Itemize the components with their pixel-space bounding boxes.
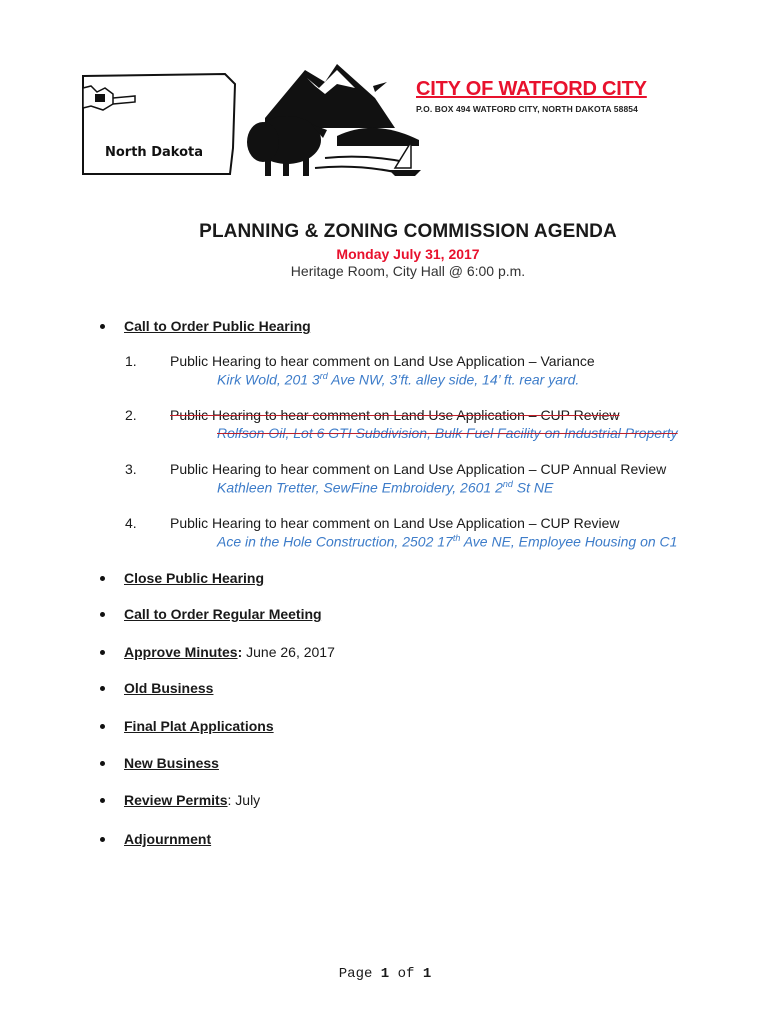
bullet-icon bbox=[100, 686, 105, 691]
section-value: : July bbox=[227, 792, 261, 808]
item-number: 3. bbox=[125, 461, 137, 477]
section-value: June 26, 2017 bbox=[242, 644, 335, 660]
item-number: 4. bbox=[125, 515, 137, 531]
item-text: Public Hearing to hear comment on Land Use Application – Variance bbox=[170, 353, 595, 369]
section-label: New Business bbox=[124, 755, 219, 771]
item-detail: Ace in the Hole Construction, 2502 17th Ave NE, Employee Housing on C1 bbox=[217, 533, 678, 550]
section-label: Review Permits bbox=[124, 792, 228, 808]
agenda-title: PLANNING & ZONING COMMISSION AGENDA bbox=[199, 221, 617, 242]
bullet-icon bbox=[100, 324, 105, 329]
bullet-icon bbox=[100, 798, 105, 803]
item-detail: Kirk Wold, 201 3rd Ave NW, 3’ft. alley side, 14’ ft. rear yard. bbox=[217, 371, 580, 388]
item-number: 1. bbox=[125, 353, 137, 369]
city-logo bbox=[75, 58, 435, 188]
meeting-date: Monday July 31, 2017 bbox=[336, 246, 480, 262]
section-label: Old Business bbox=[124, 680, 214, 696]
section-label: Final Plat Applications bbox=[124, 718, 274, 734]
bullet-icon bbox=[100, 761, 105, 766]
item-text: Public Hearing to hear comment on Land Use Application – CUP Annual Review bbox=[170, 461, 667, 477]
section-label: Close Public Hearing bbox=[124, 570, 265, 586]
item-text: Public Hearing to hear comment on Land Use Application – CUP Review bbox=[170, 407, 620, 423]
bullet-icon bbox=[100, 837, 105, 842]
bullet-icon bbox=[100, 724, 105, 729]
section-colon: : bbox=[237, 644, 243, 660]
city-name[interactable]: CITY OF WATFORD CITY bbox=[416, 78, 647, 100]
state-label: North Dakota bbox=[105, 145, 203, 160]
item-detail: Kathleen Tretter, SewFine Embroidery, 2601 2nd St NE bbox=[217, 479, 554, 496]
bullet-icon bbox=[100, 576, 105, 581]
page-footer: Page 1 of 1 bbox=[338, 966, 432, 982]
bullet-icon bbox=[100, 612, 105, 617]
meeting-location: Heritage Room, City Hall @ 6:00 p.m. bbox=[290, 263, 526, 279]
section-label: Adjournment bbox=[124, 831, 212, 847]
item-text: Public Hearing to hear comment on Land Use Application – CUP Review bbox=[170, 515, 620, 531]
item-detail: Rolfson Oil, Lot 6 GTI Subdivision, Bulk Fuel Facility on Industrial Property bbox=[217, 425, 678, 441]
section-label: Call to Order Public Hearing bbox=[124, 318, 311, 334]
bullet-icon bbox=[100, 650, 105, 655]
section-label: Call to Order Regular Meeting bbox=[124, 606, 322, 622]
item-number: 2. bbox=[125, 407, 137, 423]
section-label: Approve Minutes bbox=[124, 644, 238, 660]
city-address: P.O. BOX 494 WATFORD CITY, NORTH DAKOTA 58854 bbox=[416, 104, 638, 114]
